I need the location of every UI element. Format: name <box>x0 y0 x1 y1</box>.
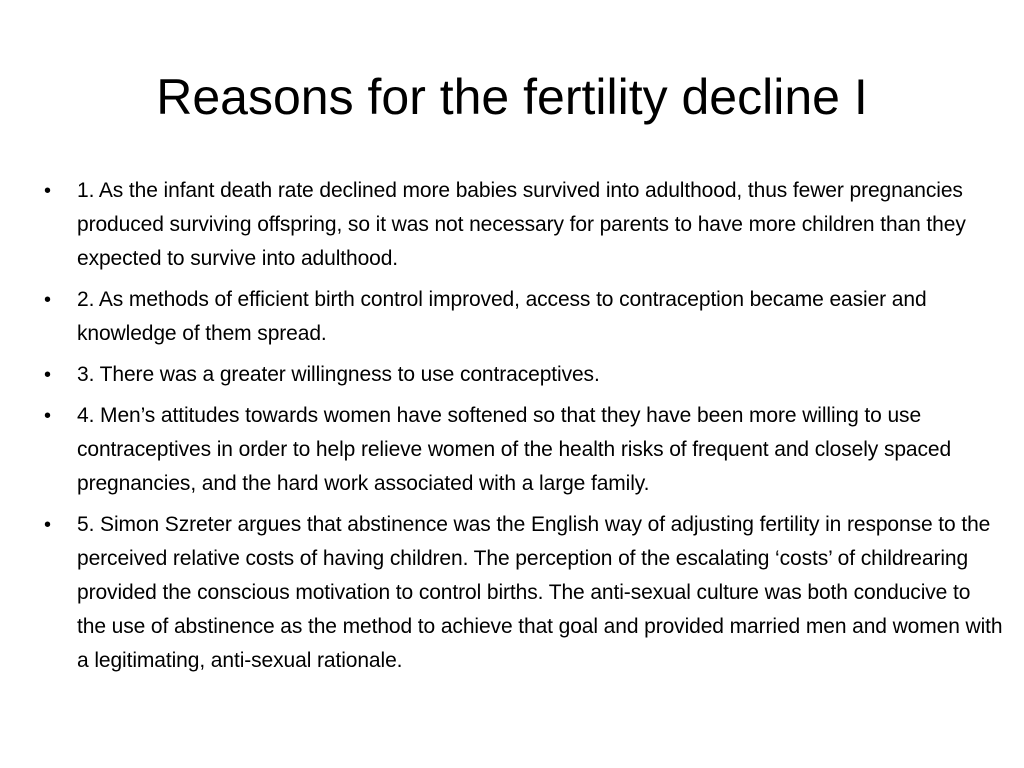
bullet-dot-icon: • <box>44 364 51 386</box>
bullet-text-2: 2. As methods of efficient birth control improved, access to contraception became easier and knowledge of them spread. <box>77 288 927 345</box>
bullet-item-5 <box>44 508 1004 678</box>
bullet-item-1 <box>44 174 1004 276</box>
bullet-text-5: 5. Simon Szreter argues that abstinence was the English way of adjusting fertility in response to the perceived relative costs of having children. The perception of the escalating ‘costs’ of childrearing provided the conscious motivation to control births. The anti-sexual culture was both conducive to the use of abstinence as the method to achieve that goal and provided married men and women with a legitimating, anti-sexual rationale. <box>77 513 1003 672</box>
bullet-list <box>44 174 1004 685</box>
bullet-dot-icon: • <box>44 514 51 536</box>
bullet-item-3 <box>44 358 1004 392</box>
slide-title: Reasons for the fertility decline I <box>156 69 868 125</box>
bullet-text-1: 1. As the infant death rate declined more babies survived into adulthood, thus fewer pregnancies produced surviving offspring, so it was not necessary for parents to have more children than they expected to survive into adulthood. <box>77 179 966 270</box>
bullet-dot-icon: • <box>44 405 51 427</box>
bullet-text-4: 4. Men’s attitudes towards women have softened so that they have been more willing to use contraceptives in order to help relieve women of the health risks of frequent and closely spaced pregnancies, and the hard work associated with a large family. <box>77 404 952 495</box>
bullet-dot-icon: • <box>44 180 51 202</box>
bullet-dot-icon: • <box>44 289 51 311</box>
bullet-text-3: 3. There was a greater willingness to use contraceptives. <box>77 363 600 386</box>
bullet-item-2 <box>44 283 1004 351</box>
bullet-item-4 <box>44 399 1004 501</box>
